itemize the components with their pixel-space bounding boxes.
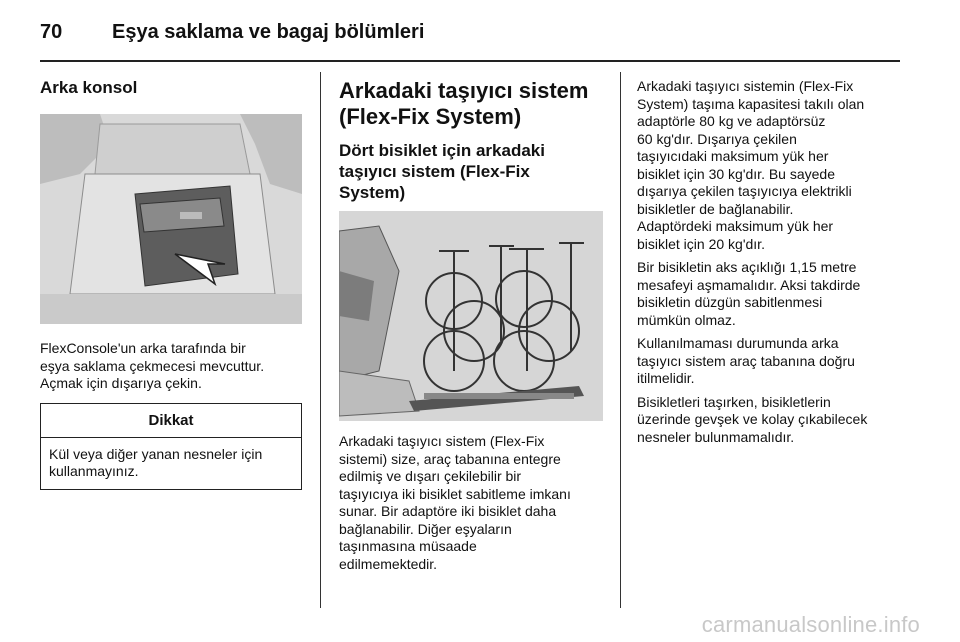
heading-line: Dört bisiklet için arkadaki <box>339 141 545 160</box>
caution-body <box>41 438 301 489</box>
heading-line: Arkadaki taşıyıcı sistem <box>339 78 589 103</box>
text-line: Kullanılmaması durumunda arka <box>637 335 839 351</box>
column-divider <box>320 72 321 608</box>
text-line: adaptörle 80 kg ve adaptörsüz <box>637 113 826 129</box>
chapter-title: Eşya saklama ve bagaj bölümleri <box>112 20 425 43</box>
heading-line: taşıyıcı sistem (Flex-Fix <box>339 162 530 181</box>
heading-line: System) <box>339 183 406 202</box>
text-line: Bir bisikletin aks açıklığı 1,15 metre <box>637 259 857 275</box>
column-2 <box>339 72 603 579</box>
text-line: edilmemektedir. <box>339 555 438 572</box>
bike-carrier-illustration <box>339 211 603 421</box>
text-line: FlexConsole'un arka tarafında bir <box>40 340 246 356</box>
page-header <box>40 18 424 46</box>
text-line: edilmiş ve dışarı çekilebilir bir <box>339 468 522 484</box>
text-line: Arkadaki taşıyıcı sistem (Flex-Fix <box>339 433 545 449</box>
bike-carrier-drawing <box>339 211 603 421</box>
text-line: bisikletin düzgün sabitlenmesi <box>637 294 823 310</box>
rear-console-illustration <box>40 114 302 324</box>
caution-box <box>40 403 302 490</box>
text-line: Kül veya diğer yanan nesneler için <box>49 445 263 462</box>
body-text <box>40 340 302 393</box>
text-line: kullanmayınız. <box>49 463 139 479</box>
column-3 <box>637 72 905 452</box>
text-line: System) taşıma kapasitesi takılı olan <box>637 95 865 112</box>
paragraph-axle <box>637 259 905 329</box>
text-line: bağlanabilir. Diğer eşyaların <box>339 520 512 537</box>
paragraph-storage <box>637 335 905 388</box>
page-number: 70 <box>40 20 63 43</box>
text-line: taşıyıcı sistem araç tabanına doğru <box>637 352 855 369</box>
section-heading <box>339 78 603 130</box>
text-line: itilmelidir. <box>637 370 695 386</box>
heading-line: (Flex-Fix System) <box>339 104 522 129</box>
text-line: bisikletler de bağlanabilir. <box>637 200 794 217</box>
text-line: taşıyıcıya iki bisiklet sabitleme imkanı <box>339 485 571 502</box>
paragraph-loose-items <box>637 394 905 447</box>
text-line: Açmak için dışarıya çekin. <box>40 375 202 391</box>
text-line: nesneler bulunmamalıdır. <box>637 428 795 445</box>
section-title: Arka konsol <box>40 78 138 97</box>
text-line: üzerinde gevşek ve kolay çıkabilecek <box>637 411 868 427</box>
text-line: eşya saklama çekmecesi mevcuttur. <box>40 357 265 374</box>
paragraph-capacity <box>637 78 905 253</box>
header-rule <box>40 60 900 62</box>
watermark: carmanualsonline.info <box>701 612 920 637</box>
text-line: bisiklet için 30 kg'dır. Bu sayede <box>637 165 836 182</box>
text-line: Arkadaki taşıyıcı sistemin (Flex-Fix <box>637 78 854 94</box>
text-line: bisiklet için 20 kg'dır. <box>637 235 765 252</box>
text-line: sistemi) size, araç tabanına entegre <box>339 450 561 467</box>
text-line: sunar. Bir adaptöre iki bisiklet daha <box>339 503 557 519</box>
text-line: dışarıya çekilen taşıyıcıya elektrikli <box>637 183 852 199</box>
text-line: 60 kg'dır. Dışarıya çekilen <box>637 130 797 147</box>
subsection-heading <box>339 140 603 203</box>
text-line: Adaptördeki maksimum yük her <box>637 218 834 234</box>
column-1 <box>40 72 302 490</box>
column-divider <box>620 72 621 608</box>
caution-title: Dikkat <box>41 404 301 438</box>
text-line: Bisikletleri taşırken, bisikletlerin <box>637 393 831 410</box>
text-line: taşıyıcıdaki maksimum yük her <box>637 148 829 164</box>
text-line: mesafeyi aşmamalıdır. Aksi takdirde <box>637 276 861 293</box>
text-line: taşınmasına müsaade <box>339 538 477 554</box>
text-line: mümkün olmaz. <box>637 311 736 328</box>
body-text <box>339 433 603 573</box>
rear-console-drawing <box>40 114 302 324</box>
